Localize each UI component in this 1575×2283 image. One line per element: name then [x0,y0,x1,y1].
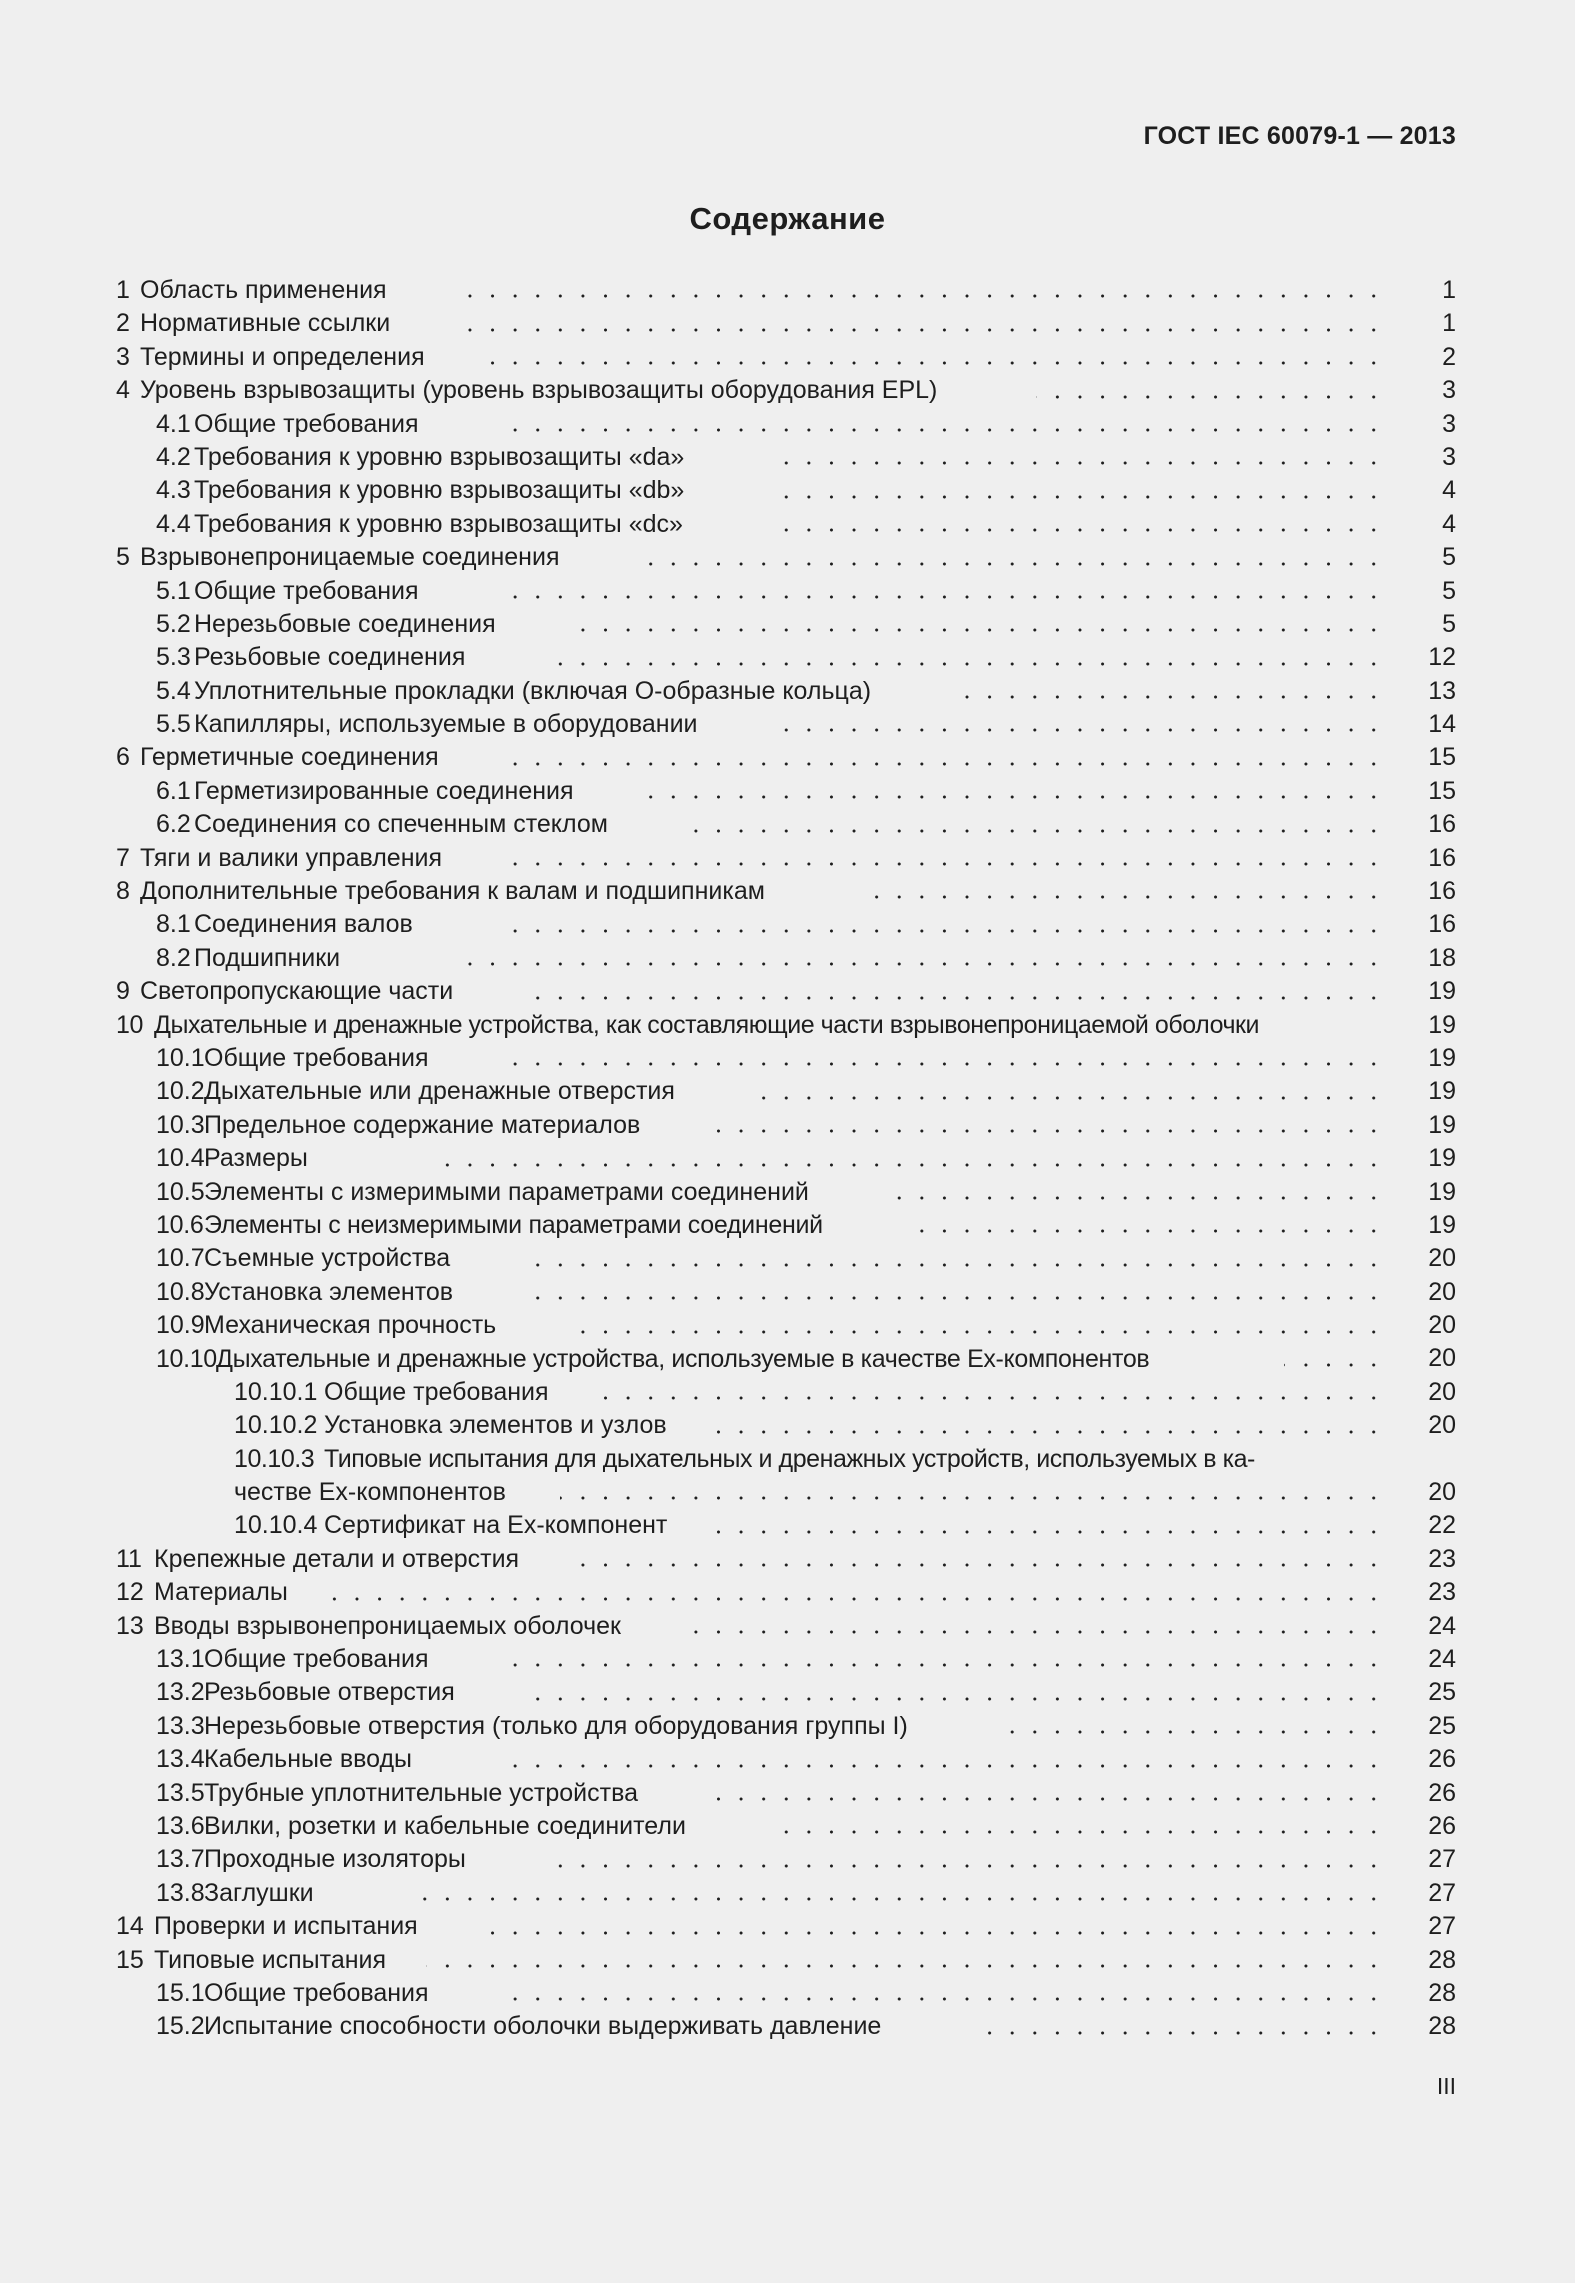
toc-entry-number: 13.5 [156,1778,205,1807]
toc-entry[interactable] [116,641,1456,674]
toc-entry-label: Тяги и валики управления [140,843,443,872]
toc-leader-dots [496,427,1385,433]
toc-entry-page: 24 [1428,1645,1456,1674]
toc-entry-page: 1 [1442,309,1456,338]
toc-entry[interactable] [116,1710,1456,1743]
toc-entry-label: Требования к уровню взрывозащиты «dc» [194,509,683,538]
toc-entry-number: 10.9 [156,1311,205,1340]
toc-leader-dots [948,694,1385,700]
toc-entry[interactable] [116,408,1456,441]
toc-entry-label: Соединения валов [194,910,413,939]
toc-entry-label: Герметизированные соединения [194,776,574,805]
toc-entry-number: 15 [116,1945,144,1974]
toc-entry[interactable] [116,1443,1456,1510]
toc-entry[interactable] [116,942,1456,975]
toc-entry-page: 28 [1428,2012,1456,2041]
toc-entry-number: 10.1 [156,1043,205,1072]
toc-entry[interactable] [116,1810,1456,1843]
toc-leader-dots [506,1662,1385,1668]
toc-leader-dots [598,1395,1385,1401]
toc-entry-page: 5 [1442,609,1456,638]
toc-leader-dots [528,1295,1385,1301]
toc-entry-label: Дополнительные требования к валам и подшипникам [140,877,765,906]
toc-entry[interactable] [116,1643,1456,1676]
toc-entry[interactable] [116,708,1456,741]
toc-entry-label: Область применения [140,276,387,304]
toc-entry[interactable] [116,1977,1456,2010]
toc-entry-number: 13.7 [156,1845,205,1874]
toc-leader-dots [518,995,1385,1001]
toc-entry-label: Проходные изоляторы [204,1845,466,1874]
toc-leader-dots [542,661,1385,667]
toc-entry-label: Типовые испытания [154,1945,387,1974]
toc-entry-label: Подшипники [194,943,341,972]
toc-entry-page: 19 [1428,1110,1456,1139]
toc-entry[interactable] [116,1576,1456,1609]
toc-entry-number: 1 [116,276,130,304]
toc-entry-label: Материалы [154,1578,288,1607]
toc-leader-dots [712,1128,1385,1134]
toc-entry[interactable] [116,474,1456,507]
toc-entry-page: 15 [1428,776,1456,805]
toc-entry-label: Элементы с измеримыми параметрами соединений [204,1177,809,1206]
toc-entry[interactable] [116,1543,1456,1576]
toc-leader-dots [676,828,1385,834]
toc-leader-dots [780,1829,1385,1835]
toc-entry-number: 9 [116,977,130,1006]
toc-entry-page: 5 [1442,576,1456,605]
toc-entry[interactable] [116,1877,1456,1910]
toc-entry[interactable] [116,1142,1456,1175]
toc-entry-page: 20 [1428,1478,1456,1507]
toc-leader-dots [528,1262,1385,1268]
toc-entry-number: 4.3 [156,476,191,505]
toc-leader-dots [496,928,1385,934]
toc-entry-page: 27 [1428,1878,1456,1907]
toc-entry-page: 16 [1428,910,1456,939]
toc-entry-number: 8.1 [156,910,191,939]
toc-entry-number: 6.1 [156,776,191,805]
toc-leader-dots [506,1061,1385,1067]
toc-entry-page: 26 [1428,1745,1456,1774]
toc-entry-number: 4 [116,376,130,405]
toc-leader-dots [452,961,1385,967]
page-folio: III [1436,2073,1456,2099]
toc-entry[interactable] [116,1276,1456,1309]
toc-entry-number: 8.2 [156,943,191,972]
toc-entry-page: 3 [1442,376,1456,405]
toc-entry-number: 13.2 [156,1678,205,1707]
toc-entry-label: Механическая прочность [204,1311,497,1340]
toc-leader-dots [564,627,1385,633]
toc-leader-dots [474,1930,1385,1936]
toc-entry-label: Уплотнительные прокладки (включая О-образные кольца) [194,676,872,705]
toc-leader-dots [756,1095,1385,1101]
toc-entry-label: Герметичные соединения [140,743,439,772]
toc-entry-number: 10.10.2 [234,1411,318,1440]
toc-entry[interactable] [116,808,1456,841]
toc-entry-number: 10.7 [156,1244,205,1273]
toc-entry-number: 10.8 [156,1277,205,1306]
toc-entry-number: 5.3 [156,643,191,672]
toc-entry-label: Уровень взрывозащиты (уровень взрывозащиты оборудования EPL) [140,376,938,405]
toc-entry-page: 5 [1442,543,1456,572]
toc-entry-page: 1 [1442,275,1456,304]
toc-entry-number: 5 [116,543,130,572]
toc-entry[interactable] [116,1242,1456,1275]
toc-entry-number: 15.1 [156,1978,205,2007]
toc-entry-label: Общие требования [324,1377,549,1406]
toc-entry-page: 3 [1442,409,1456,438]
toc-entry-label: Взрывонепроницаемые соединения [140,543,560,572]
toc-entry[interactable] [116,2010,1456,2043]
toc-entry-label: Установка элементов [204,1277,454,1306]
toc-leader-dots [1284,1362,1385,1368]
toc-entry-number: 13.1 [156,1645,205,1674]
toc-entry-page: 22 [1428,1511,1456,1540]
toc-entry[interactable] [116,1376,1456,1409]
toc-entry-label: Крепежные детали и отверстия [154,1544,520,1573]
toc-entry-label: Кабельные вводы [204,1745,413,1774]
toc-entry[interactable] [116,1042,1456,1075]
toc-entry-label: Термины и определения [140,342,425,371]
toc-entry[interactable] [116,1009,1456,1042]
toc-entry-number: 4.4 [156,509,191,538]
toc-entry-page: 20 [1428,1377,1456,1406]
toc-entry[interactable] [116,541,1456,574]
toc-entry-number: 2 [116,309,130,338]
toc-entry-number: 6 [116,743,130,772]
toc-entry[interactable] [116,341,1456,374]
toc-entry-page: 24 [1428,1611,1456,1640]
toc-entry[interactable] [116,1610,1456,1643]
toc-leader-dots [630,794,1385,800]
toc-entry-label: Съемные устройства [204,1244,451,1273]
toc-leader-dots [452,327,1385,333]
toc-leader-dots [688,1629,1385,1635]
toc-leader-dots [426,1963,1385,1969]
toc-entry-number: 8 [116,877,130,906]
toc-leader-dots [496,761,1385,767]
toc-entry-label: Нерезьбовые отверстия (только для оборудования группы I) [204,1711,908,1740]
toc-entry-number: 10.5 [156,1177,205,1206]
toc-entry-label: Проверки и испытания [154,1912,418,1941]
toc-entry-page: 28 [1428,1978,1456,2007]
toc-entry[interactable] [116,875,1456,908]
toc-entry-label: Резьбовые соединения [194,643,466,672]
toc-entry-label: Дыхательные и дренажные устройства, используемые в качестве Ex-компонентов [216,1344,1150,1373]
toc-entry-page: 26 [1428,1778,1456,1807]
toc-entry-page: 16 [1428,810,1456,839]
toc-leader-dots [316,1596,1385,1602]
toc-entry-page: 19 [1428,1210,1456,1239]
toc-leader-dots [712,1429,1385,1435]
toc-entry-number: 13.3 [156,1711,205,1740]
toc-entry-label: Размеры [204,1144,308,1173]
toc-leader-dots [574,1329,1385,1335]
toc-entry[interactable] [116,274,1456,307]
toc-entry[interactable] [116,1309,1456,1342]
toc-entry[interactable] [116,608,1456,641]
toc-entry-page: 13 [1428,676,1456,705]
toc-leader-dots [768,727,1385,733]
toc-leader-dots [1006,1729,1385,1735]
toc-entry-label: Испытание способности оболочки выдерживать давление [204,2012,882,2041]
toc-entry-page: 25 [1428,1711,1456,1740]
toc-entry[interactable] [116,575,1456,608]
toc-entry[interactable] [116,1777,1456,1810]
toc-entry-label: Установка элементов и узлов [324,1411,667,1440]
toc-leader-dots [452,293,1385,299]
toc-entry-page: 27 [1428,1912,1456,1941]
toc-entry-label: Общие требования [204,1978,429,2007]
toc-entry-label: Соединения со спеченным стеклом [194,810,608,839]
toc-entry[interactable] [116,441,1456,474]
toc-leader-dots [436,1162,1385,1168]
toc-leader-dots [506,1763,1385,1769]
toc-entry[interactable] [116,1743,1456,1776]
toc-leader-dots [768,460,1385,466]
toc-entry[interactable] [116,1843,1456,1876]
toc-entry-page: 26 [1428,1811,1456,1840]
toc-entry-number: 6.2 [156,810,191,839]
toc-entry-number: 10.4 [156,1144,205,1173]
toc-entry-label: Нормативные ссылки [140,309,391,338]
toc-entry-number: 7 [116,843,130,872]
toc-leader-dots [506,1996,1385,2002]
toc-entry[interactable] [116,1109,1456,1142]
toc-entry-label: Элементы с неизмеримыми параметрами соединений [204,1210,823,1239]
toc-entry-page: 28 [1428,1945,1456,1974]
toc-leader-dots [712,1529,1385,1535]
toc-entry-label: Капилляры, используемые в оборудовании [194,710,698,739]
toc-entry-number: 3 [116,342,130,371]
toc-leader-dots [414,1896,1385,1902]
toc-entry-number: 5.1 [156,576,191,605]
toc-leader-dots [906,1228,1385,1234]
toc-entry-page: 20 [1428,1411,1456,1440]
toc-entry-label: Трубные уплотнительные устройства [204,1778,638,1807]
toc-entry-number: 11 [116,1544,142,1573]
toc-entry-number: 15.2 [156,2012,205,2041]
toc-entry-number: 13 [116,1611,144,1640]
toc-leader-dots [892,1195,1385,1201]
toc-entry-page: 18 [1428,943,1456,972]
toc-entry-page: 19 [1428,1177,1456,1206]
toc-entry-label: Дыхательные и дренажные устройства, как составляющие части взрывонепроницаемой оболочки [154,1010,1260,1039]
toc-entry-page: 20 [1428,1277,1456,1306]
toc-entry-label: Общие требования [204,1043,429,1072]
toc-entry-number: 10 [116,1010,143,1039]
toc-leader-dots [1036,394,1385,400]
toc-entry-number: 5.4 [156,676,191,705]
toc-entry-number: 13.4 [156,1745,205,1774]
toc-entry[interactable] [116,908,1456,941]
toc-entry-page: 20 [1428,1244,1456,1273]
toc-title: Содержание [689,201,886,236]
toc-entry-label: Сертификат на Ex-компонент [324,1511,668,1540]
toc-entry-label-continuation: честве Ex-компонентов [234,1478,506,1507]
toc-entry-label: Общие требования [194,409,419,438]
toc-entry-label: Требования к уровню взрывозащиты «da» [194,442,685,471]
toc-entry[interactable] [116,508,1456,541]
toc-leader-dots [982,2030,1385,2036]
toc-entry-page: 4 [1442,476,1456,505]
toc-entry-page: 23 [1428,1578,1456,1607]
toc-entry[interactable] [116,1409,1456,1442]
toc-leader-dots [528,1696,1385,1702]
toc-entry-label: Вводы взрывонепроницаемых оболочек [154,1611,621,1640]
toc-entry-number: 10.10.4 [234,1511,318,1540]
toc-entry[interactable] [116,1176,1456,1209]
toc-entry-page: 19 [1428,1043,1456,1072]
toc-entry-number: 5.2 [156,609,191,638]
toc-leader-dots [560,1495,1385,1501]
toc-leader-dots [474,360,1385,366]
toc-entry-page: 23 [1428,1544,1456,1573]
toc-entry-number: 4.2 [156,442,191,471]
toc-entry-number: 10.6 [156,1210,204,1239]
toc-entry[interactable] [116,1676,1456,1709]
toc-entry-number: 13.6 [156,1811,205,1840]
toc-entry-label: Заглушки [204,1878,314,1907]
toc-entry[interactable] [116,374,1456,407]
toc-entry-page: 16 [1428,843,1456,872]
toc-entry[interactable] [116,1343,1456,1376]
toc-entry-page: 20 [1428,1311,1456,1340]
toc-entry[interactable] [116,741,1456,774]
toc-entry-number: 10.10.3 [234,1444,315,1473]
toc-entry-page: 19 [1428,1077,1456,1106]
toc-entry-number: 10.2 [156,1077,205,1106]
toc-entry-number: 4.1 [156,409,191,438]
toc-leader-dots [496,861,1385,867]
toc-entry-number: 10.10 [156,1344,217,1373]
toc-entry-page: 19 [1428,977,1456,1006]
toc-entry[interactable] [116,975,1456,1008]
toc-entry-label: Предельное содержание материалов [204,1110,641,1139]
toc-entry-page: 19 [1428,1010,1456,1039]
toc-entry-page: 16 [1428,877,1456,906]
toc-entry-label: Общие требования [204,1645,429,1674]
toc-entry-label: Резьбовые отверстия [204,1678,455,1707]
toc-leader-dots [564,1562,1385,1568]
toc-entry-number: 10.3 [156,1110,205,1139]
toc-entry[interactable] [116,1509,1456,1542]
toc-entry-label: Типовые испытания для дыхательных и дренажных устройств, используемых в ка- [324,1444,1255,1473]
standard-code: ГОСТ IEC 60079-1 — 2013 [1143,122,1456,150]
toc-leader-dots [768,494,1385,500]
toc-entry-label: Требования к уровню взрывозащиты «db» [194,476,685,505]
toc-entry[interactable] [116,675,1456,708]
toc-entry-page: 25 [1428,1678,1456,1707]
toc-entry-label: Вилки, розетки и кабельные соединители [204,1811,686,1840]
toc-entry-label: Светопропускающие части [140,977,454,1006]
toc-entry-label: Нерезьбовые соединения [194,609,496,638]
toc-entry-number: 14 [116,1912,144,1941]
toc-entry-label: Общие требования [194,576,419,605]
toc-leader-dots [550,1863,1385,1869]
table-of-contents [116,274,1456,2044]
toc-entry-page: 19 [1428,1144,1456,1173]
toc-entry[interactable] [116,842,1456,875]
toc-entry[interactable] [116,1910,1456,1943]
toc-leader-dots [630,561,1385,567]
toc-leader-dots [768,527,1385,533]
toc-entry-page: 3 [1442,442,1456,471]
toc-entry-label: Дыхательные или дренажные отверстия [204,1077,675,1106]
toc-entry[interactable] [116,1075,1456,1108]
toc-entry-page: 15 [1428,743,1456,772]
toc-entry-number: 13.8 [156,1878,205,1907]
toc-entry-page: 12 [1428,643,1456,672]
toc-entry-page: 20 [1428,1344,1456,1373]
toc-entry-page: 4 [1442,509,1456,538]
toc-entry-page: 2 [1442,342,1456,371]
toc-leader-dots [712,1796,1385,1802]
toc-entry-number: 10.10.1 [234,1377,318,1406]
toc-entry[interactable] [116,1209,1456,1242]
toc-entry-number: 5.5 [156,710,191,739]
toc-entry-number: 12 [116,1578,144,1607]
toc-entry[interactable] [116,775,1456,808]
toc-entry-page: 27 [1428,1845,1456,1874]
toc-entry[interactable] [116,307,1456,340]
toc-leader-dots [858,894,1385,900]
toc-entry-page: 14 [1428,710,1456,739]
toc-leader-dots [496,594,1385,600]
toc-entry[interactable] [116,1944,1456,1977]
